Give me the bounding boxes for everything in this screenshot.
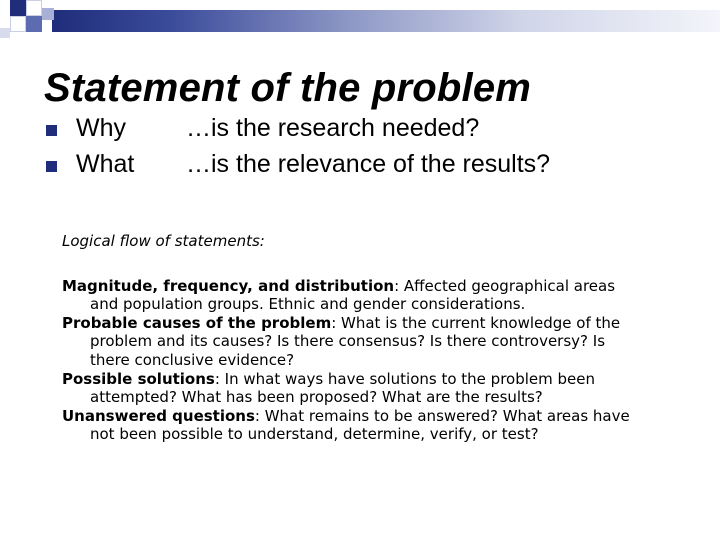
- decorative-square: [0, 28, 10, 38]
- paragraph-label: Magnitude, frequency, and distribution: [62, 276, 395, 295]
- paragraph-text: : What remains to be answered? What areas have not been possible to understand, determine, verify, or test?: [90, 406, 630, 444]
- square-bullet-icon: [46, 125, 57, 136]
- header-decoration: [0, 0, 720, 48]
- paragraph-label: Possible solutions: [62, 369, 215, 388]
- bullet-item: [0, 150, 720, 186]
- paragraph-text: : What is the current knowledge of the problem and its causes? Is there consensus? Is there controversy? Is there conclusive evidence?: [90, 313, 621, 369]
- decorative-square: [10, 0, 26, 16]
- square-bullet-icon: [46, 161, 57, 172]
- bullet-keyword: Why: [76, 114, 126, 142]
- bullet-text: …is the research needed?: [186, 114, 480, 142]
- header-gradient-bar: [52, 10, 720, 32]
- paragraph-questions: [62, 407, 642, 444]
- paragraph-solutions: [62, 370, 642, 407]
- bullet-text: …is the relevance of the results?: [186, 150, 551, 178]
- content-body: [62, 232, 642, 444]
- decorative-square: [42, 8, 54, 20]
- slide-title: Statement of the problem: [44, 66, 532, 110]
- subheading: Logical flow of statements:: [62, 232, 265, 250]
- paragraph-text: : In what ways have solutions to the problem been attempted? What has been proposed? What are the results?: [90, 369, 596, 407]
- paragraph-magnitude: [62, 277, 642, 314]
- bullet-keyword: What: [76, 150, 135, 178]
- decorative-square: [10, 16, 26, 32]
- paragraph-label: Probable causes of the problem: [62, 313, 332, 332]
- bullet-item: [0, 114, 720, 150]
- paragraph-label: Unanswered questions: [62, 406, 255, 425]
- paragraph-causes: [62, 314, 642, 370]
- paragraph-text: : Affected geographical areas and population groups. Ethnic and gender considerations.: [90, 276, 616, 314]
- decorative-square: [26, 0, 42, 16]
- decorative-square: [26, 16, 42, 32]
